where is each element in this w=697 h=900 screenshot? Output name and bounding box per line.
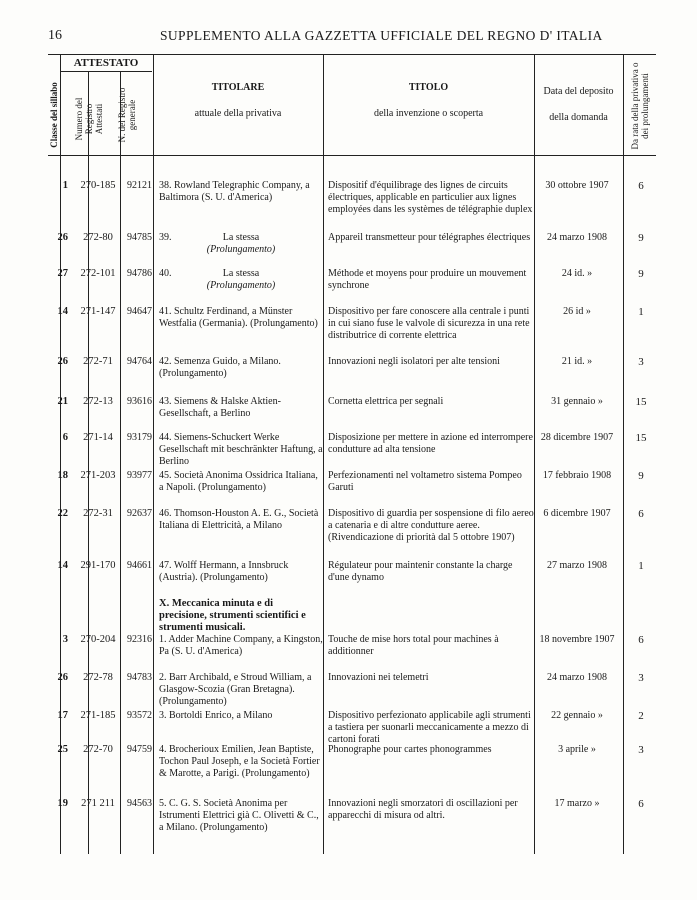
row-13-date: 24 marzo 1908 — [547, 672, 607, 683]
row-14-date: 22 gennaio » — [551, 710, 603, 721]
row-5-titolare: 42. Semenza Guido, a Milano. (Prolungamento) — [159, 356, 281, 380]
row-9-titolo: Dispositivo di guardia per sospensione di filo aereo a catenaria e di altre condutture aeree. (Rivendicazione di priorità dal 5 ottobre 1907) — [328, 508, 534, 544]
row-1-rata: 6 — [638, 180, 644, 192]
row-2-titolo: Appareil transmetteur pour télégraphes électriques — [328, 232, 531, 243]
row-12-titolare: 1. Adder Machine Company, a Kingston, Pa (S. U. d'America) — [159, 634, 323, 658]
row-15-class: 25 — [57, 744, 68, 755]
row-2-titolare-note: (Prolungamento) — [206, 244, 276, 256]
row-7-register: 271-14 — [83, 432, 113, 443]
row-14-titolare: 3. Bortoldi Enrico, a Milano — [159, 710, 273, 721]
row-5-general: 94764 — [127, 356, 152, 367]
row-4-rata: 1 — [638, 306, 644, 318]
titolo-subheading: della invenzione o scoperta — [373, 108, 484, 119]
row-14-general: 93572 — [127, 710, 152, 721]
row-8-rata: 9 — [638, 470, 644, 482]
row-8-general: 93977 — [127, 470, 152, 481]
row-2-class: 26 — [57, 232, 68, 243]
row-3-titolare-note: (Prolungamento) — [206, 280, 276, 292]
row-2-general: 94785 — [127, 232, 152, 243]
row-13-class: 26 — [57, 672, 68, 683]
row-4-titolo: Dispositivo per fare conoscere alla centrale i punti in cui siano fuse le valvole di sicurezza in una rete distributrice di corrente elettrica — [328, 306, 530, 342]
row-9-general: 92637 — [127, 508, 152, 519]
col-register-heading: Numero del Registro Attestati — [74, 97, 104, 141]
row-16-register: 271 211 — [81, 798, 115, 809]
row-9-register: 272-31 — [83, 508, 113, 519]
row-4-class: 14 — [57, 306, 68, 317]
row-16-titolare: 5. C. G. S. Società Anonima per Istrumenti Elettrici già C. Olivetti & C., a Milano. (Prolungamento) — [159, 798, 319, 834]
row-2-register: 272-80 — [83, 232, 113, 243]
row-8-titolare: 45. Società Anonima Ossidrica Italiana, a Napoli. (Prolungamento) — [159, 470, 318, 494]
row-13-titolo: Innovazioni nei telemetri — [328, 672, 429, 683]
row-7-class: 6 — [62, 432, 68, 443]
row-3-titolare-name: La stessa — [222, 268, 260, 280]
table-top-rule — [48, 54, 656, 55]
row-16-rata: 6 — [638, 798, 644, 810]
row-10-register: 291-170 — [80, 560, 116, 571]
row-16-titolo: Innovazioni negli smorzatori di oscillazioni per apparecchi di misura od altri. — [328, 798, 518, 822]
date-subheading: della domanda — [549, 112, 608, 123]
row-14-register: 271-185 — [80, 710, 116, 721]
date-heading: Data del deposito — [543, 86, 614, 97]
row-3-titolare — [159, 268, 323, 293]
row-2-titolare-number: 39. — [159, 232, 172, 243]
row-8-register: 271-203 — [80, 470, 116, 481]
titolare-subheading: attuale della privativa — [194, 108, 282, 119]
row-7-general: 93179 — [127, 432, 152, 443]
row-1-general: 92121 — [127, 180, 152, 191]
row-13-general: 94783 — [127, 672, 152, 683]
row-1-date: 30 ottobre 1907 — [545, 180, 609, 191]
row-6-titolo: Cornetta elettrica per segnali — [328, 396, 444, 407]
row-7-titolare: 44. Siemens-Schuckert Werke Gesellschaft mit beschränkter Haftung, a Berlino — [159, 432, 323, 468]
col-divider-titolare — [153, 54, 154, 854]
row-13-register: 272-78 — [83, 672, 113, 683]
row-9-rata: 6 — [638, 508, 644, 520]
row-5-rata: 3 — [638, 356, 644, 368]
row-3-general: 94786 — [127, 268, 152, 279]
row-3-rata: 9 — [638, 268, 644, 280]
row-5-date: 21 id. » — [561, 356, 593, 367]
col-divider-titolo — [323, 54, 324, 854]
row-3-titolare-number: 40. — [159, 268, 172, 279]
rata-heading: Da rata della privativa o dei prolungamenti — [630, 62, 650, 150]
row-16-general: 94563 — [127, 798, 152, 809]
row-2-date: 24 marzo 1908 — [547, 232, 607, 243]
row-1-titolo: Dispositif d'équilibrage des lignes de circuits électriques, applicable en particulier aux lignes employées dans les systèmes de télégraphie duplex — [328, 180, 533, 216]
row-14-rata: 2 — [638, 710, 644, 722]
row-16-class: 19 — [57, 798, 68, 809]
row-8-class: 18 — [57, 470, 68, 481]
attestato-rule — [60, 71, 152, 72]
row-6-class: 21 — [57, 396, 68, 407]
page-title: SUPPLEMENTO ALLA GAZZETTA UFFICIALE DEL REGNO D' ITALIA — [160, 28, 603, 43]
row-10-date: 27 marzo 1908 — [547, 560, 607, 571]
row-2-rata: 9 — [638, 232, 644, 244]
row-5-register: 272-71 — [83, 356, 113, 367]
row-7-titolo: Disposizione per mettere in azione ed interrompere condutture ad alta tensione — [328, 432, 533, 456]
row-12-class: 3 — [62, 634, 68, 645]
row-10-rata: 1 — [638, 560, 644, 572]
col-divider-class — [60, 54, 61, 854]
row-8-titolo: Perfezionamenti nel voltametro sistema Pompeo Garuti — [328, 470, 522, 494]
row-13-titolare: 2. Barr Archibald, e Stroud William, a Glasgow-Scozia (Gran Bretagna). (Prolungamento) — [159, 672, 312, 708]
row-14-titolo: Dispositivo perfezionato applicabile agli strumenti a tastiera per suonarli meccanicamente a mezzo di cartoni forati — [328, 710, 531, 746]
row-12-titolo: Touche de mise hors total pour machines à additionner — [328, 634, 499, 658]
row-10-titolo: Régulateur pour maintenir constante la charge d'une dynamo — [328, 560, 513, 584]
titolare-heading: TITOLARE — [211, 82, 265, 93]
row-10-class: 14 — [57, 560, 68, 571]
row-15-rata: 3 — [638, 744, 644, 756]
row-15-general: 94759 — [127, 744, 152, 755]
row-1-titolare: 38. Rowland Telegraphic Company, a Baltimora (S. U. d'America) — [159, 180, 310, 204]
row-15-date: 3 aprile » — [558, 744, 596, 755]
page-number: 16 — [48, 28, 62, 43]
row-2-titolare — [159, 232, 323, 257]
row-12-date: 18 novembre 1907 — [539, 634, 615, 645]
row-2-titolare-name: La stessa — [222, 232, 260, 244]
titolo-heading: TITOLO — [408, 82, 449, 93]
row-3-register: 272-101 — [80, 268, 116, 279]
row-7-rata: 15 — [635, 432, 647, 444]
row-9-titolare: 46. Thomson-Houston A. E. G., Società Italiana di Elettricità, a Milano — [159, 508, 319, 532]
row-12-general: 92316 — [127, 634, 152, 645]
row-10-general: 94661 — [127, 560, 152, 571]
row-4-general: 94647 — [127, 306, 152, 317]
row-1-class: 1 — [62, 180, 68, 191]
row-15-register: 272-70 — [83, 744, 113, 755]
row-12-rata: 6 — [638, 634, 644, 646]
row-12-register: 270-204 — [80, 634, 116, 645]
row-13-rata: 3 — [638, 672, 644, 684]
row-4-date: 26 id » — [563, 306, 591, 317]
row-9-class: 22 — [57, 508, 68, 519]
row-6-register: 272-13 — [83, 396, 113, 407]
row-3-class: 27 — [57, 268, 68, 279]
header-bottom-rule — [48, 155, 656, 156]
row-15-titolare: 4. Brocherioux Emilien, Jean Baptiste, Tochon Paul Joseph, e la Società Fortier & Marotte, a Parigi. (Prolungamento) — [159, 744, 320, 780]
row-3-date: 24 id. » — [561, 268, 593, 279]
row-16-date: 17 marzo » — [554, 798, 600, 809]
row-4-titolare: 41. Schultz Ferdinand, a Münster Westfalia (Germania). (Prolungamento) — [159, 306, 318, 330]
row-14-class: 17 — [57, 710, 68, 721]
col-divider-rata — [623, 54, 624, 854]
row-9-date: 6 dicembre 1907 — [543, 508, 611, 519]
row-15-titolo: Phonographe pour cartes phonogrammes — [328, 744, 492, 755]
row-10-titolare: 47. Wolff Hermann, a Innsbruck (Austria). (Prolungamento) — [159, 560, 289, 584]
section-heading: X. Meccanica minuta e di precisione, strumenti scientifici e strumenti musicali. — [159, 598, 306, 634]
col-divider-date — [534, 54, 535, 854]
row-6-general: 93616 — [127, 396, 152, 407]
row-8-date: 17 febbraio 1908 — [542, 470, 612, 481]
row-1-register: 270-185 — [80, 180, 116, 191]
row-3-titolo: Méthode et moyens pour produire un mouvement synchrone — [328, 268, 527, 292]
row-6-titolare: 43. Siemens & Halske Aktien-Gesellschaft, a Berlino — [159, 396, 281, 420]
row-5-class: 26 — [57, 356, 68, 367]
row-5-titolo: Innovazioni negli isolatori per alte tensioni — [328, 356, 500, 367]
attestato-heading: ATTESTATO — [73, 57, 139, 69]
row-4-register: 271-147 — [80, 306, 116, 317]
row-7-date: 28 dicembre 1907 — [540, 432, 614, 443]
col-class-heading: Classe del sillabo — [49, 82, 59, 148]
row-6-date: 31 gennaio » — [551, 396, 603, 407]
col-general-heading: N. del Registro generale — [117, 87, 137, 143]
row-6-rata: 15 — [635, 396, 647, 408]
